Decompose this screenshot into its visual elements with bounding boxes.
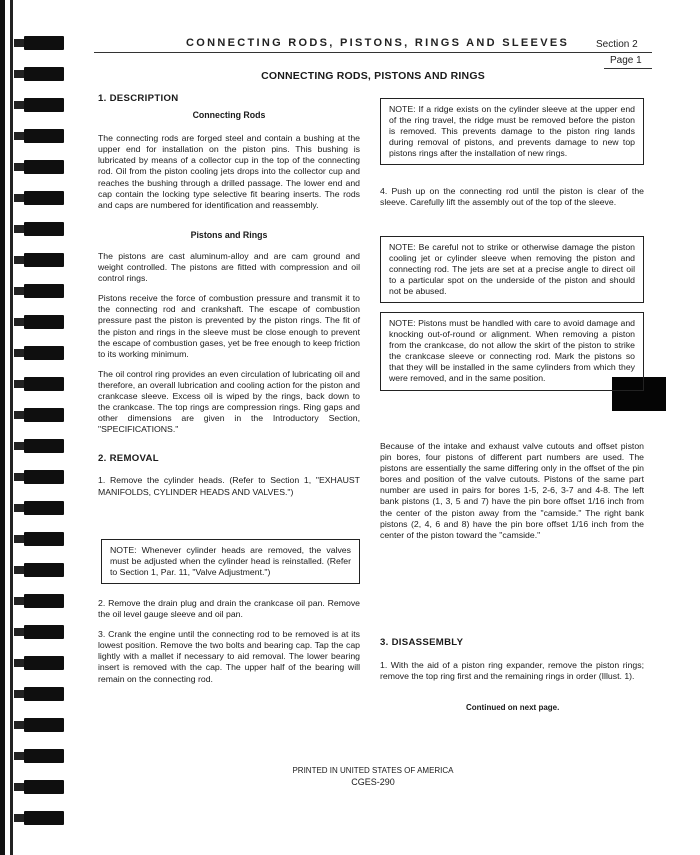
binder-hole xyxy=(24,501,64,515)
note-cylinder-heads: NOTE: Whenever cylinder heads are removed, the valves must be adjusted when the cylinder head is reinstalled. (Refer to Section 1, Par. 11, "Valve Adjustment.") xyxy=(101,539,360,584)
pistons-paragraph-2: Pistons receive the force of combustion pressure and transmit it to the connecting rod and crankshaft. The escape of combustion pressure past the piston is prevented by the piston rings. The fit of the piston and rings in the sleeve must be close enough to prevent the escape of combustion gases, yet be free enough to keep friction to its working minimum. xyxy=(98,293,360,359)
binder-hole xyxy=(24,470,64,484)
binder-edge xyxy=(0,0,72,855)
binder-hole xyxy=(24,780,64,794)
binder-hole xyxy=(24,408,64,422)
running-title: CONNECTING RODS, PISTONS, RINGS AND SLEEVES xyxy=(186,37,570,49)
binder-hole xyxy=(24,98,64,112)
binder-hole xyxy=(24,811,64,825)
connecting-rods-heading: Connecting Rods xyxy=(192,110,266,121)
pistons-paragraph-1: The pistons are cast aluminum-alloy and are cam ground and weight controlled. The pistons are fitted with compression and oil control rings. xyxy=(98,250,360,284)
page-number-rule xyxy=(604,68,652,69)
disassembly-step-1: 1. With the aid of a piston ring expander, remove the piston rings; remove the top ring first and the remaining rings in order (Illust. 1). xyxy=(380,660,644,682)
binder-hole xyxy=(24,594,64,608)
left-column-lower xyxy=(98,598,360,685)
binder-hole xyxy=(24,687,64,701)
binder-dark-edge xyxy=(0,0,5,855)
removal-step-1: 1. Remove the cylinder heads. (Refer to Section 1, "EXHAUST MANIFOLDS, CYLINDER HEADS AND VALVES.") xyxy=(98,475,360,497)
binder-hole xyxy=(24,67,64,81)
binder-hole xyxy=(24,656,64,670)
binder-hole xyxy=(24,129,64,143)
binder-hole xyxy=(24,253,64,267)
removal-step-2: 2. Remove the drain plug and drain the crankcase oil pan. Remove the oil level gauge sleeve and oil pan. xyxy=(98,598,360,620)
note-careful: NOTE: Be careful not to strike or otherwise damage the piston cooling jet or cylinder sleeve when removing the piston and connecting rod. The jets are set at a precise angle to direct oil to a particular spot on the underside of the piston and should not be abused. xyxy=(380,236,644,303)
printed-notice: PRINTED IN UNITED STATES OF AMERICA xyxy=(292,766,454,775)
binder-hole xyxy=(24,315,64,329)
binder-hole xyxy=(24,160,64,174)
binder-hole xyxy=(24,191,64,205)
removal-step-3: 3. Crank the engine until the connecting rod to be removed is at its lowest position. Remove the two bolts and bearing cap. Tap the cap lightly with a mallet if necessary to aid removal. The lower bearing insert is removed with the cap. The upper half of the bearing will remain on the connecting rod. xyxy=(98,629,360,684)
disassembly-heading: 3. DISASSEMBLY xyxy=(380,637,464,648)
binder-inner-edge xyxy=(10,0,13,855)
removal-heading: 2. REMOVAL xyxy=(98,453,159,465)
header-rule xyxy=(94,52,652,53)
binder-hole xyxy=(24,749,64,763)
binder-hole xyxy=(24,284,64,298)
note-ridge: NOTE: If a ridge exists on the cylinder sleeve at the upper end of the ring travel, the ridge must be removed before the piston is removed. This prevents damage to the piston ring lands during removal of pistons, and prevents damage to new top pistons rings after the installation of new rings. xyxy=(380,98,644,165)
section-number: Section 2 xyxy=(596,39,638,50)
removal-step-4: 4. Push up on the connecting rod until the piston is clear of the sleeve. Carefully lift the assembly out of the top of the sleeve. xyxy=(380,186,644,208)
binder-hole xyxy=(24,563,64,577)
pistons-rings-heading: Pistons and Rings xyxy=(190,229,268,240)
description-heading: 1. DESCRIPTION xyxy=(98,93,179,104)
connecting-rods-paragraph: The connecting rods are forged steel and contain a bushing at the upper end for installation on the piston pins. This bushing is lubricated by means of a collector cup in the top of the connecting rod. Oil from the piston cooling jets drops into the collector cup and reaches the bushing through a drilled passage. The lower end and cap contain the locking type selective fit bearing inserts. The rods and caps are numbered for identification and reassembly. xyxy=(98,133,360,210)
binder-hole xyxy=(24,718,64,732)
binder-hole xyxy=(24,625,64,639)
binder-hole xyxy=(24,36,64,50)
document-code: CGES-290 xyxy=(351,777,395,787)
continued-note: Continued on next page. xyxy=(466,703,560,712)
disassembly-section xyxy=(380,637,644,682)
binder-hole xyxy=(24,439,64,453)
page-number: Page 1 xyxy=(610,55,642,66)
binder-hole xyxy=(24,532,64,546)
note-pistons-handled: NOTE: Pistons must be handled with care to avoid damage and knocking out-of-round or alignment. When removing a piston from the crankcase, do not allow the skirt of the piston to strike the crankcase sleeve or connecting rod. Mark the pistons so that they will be installed in the same cylinders from which they were removed, and in the same position. xyxy=(380,312,644,391)
pistons-paragraph-3: The oil control ring provides an even circulation of lubricating oil and therefore, an overall lubrication and cooling action for the piston and crankcase sleeve. Excess oil is wiped by the rings, back down to the crankcase. The top rings are compression rings. Ring gaps and other dimensions are given in the Introductory Section, "SPECIFICATIONS." xyxy=(98,368,360,435)
binder-hole xyxy=(24,346,64,360)
piston-offset-paragraph: Because of the intake and exhaust valve cutouts and offset piston pin bores, four pistons of different part numbers are used. The pistons are essentially the same differing only in the offset of the pin bores and position of the valve cutouts. Pistons of the same part number are used in pairs for bores 1-5, 2-6, 3-7 and 4-8. The left bank pistons (1, 3, 5 and 7) have the pin bore offset 1/16 inch from the center of the piston away from the "camside." The right bank pistons (2, 4, 6 and 8) have the pin bore offset 1/16 inch from the center of the piston toward the "camside." xyxy=(380,441,644,540)
binder-hole xyxy=(24,222,64,236)
binder-hole xyxy=(24,377,64,391)
page-title: CONNECTING RODS, PISTONS AND RINGS xyxy=(261,70,485,82)
left-column xyxy=(98,93,360,498)
